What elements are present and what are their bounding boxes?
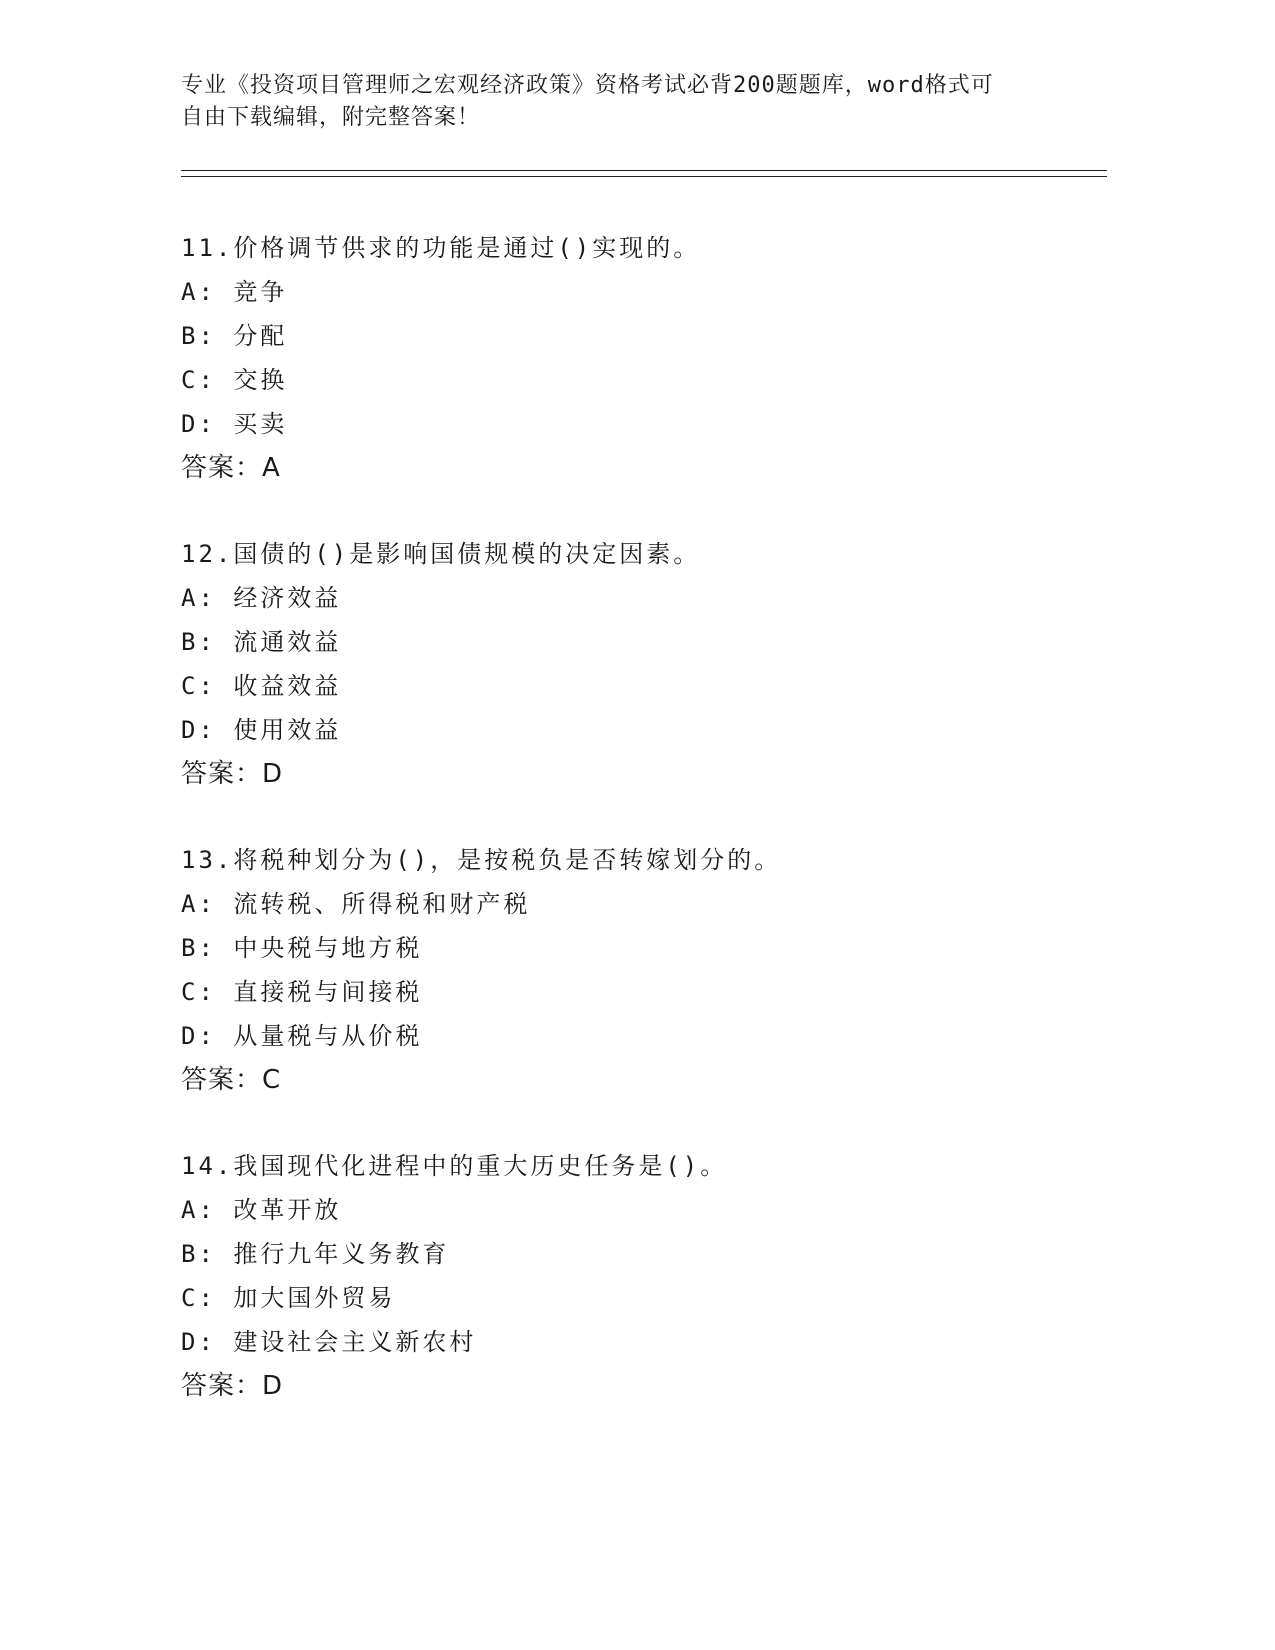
header-divider-bottom	[181, 176, 1107, 177]
option-a: A: 竞争	[181, 278, 288, 306]
question-spacer	[181, 490, 1101, 532]
option-d: D: 从量税与从价税	[181, 1022, 423, 1050]
answer: 答案：D	[181, 759, 284, 789]
answer: 答案：A	[181, 453, 281, 483]
question-spacer	[181, 1102, 1101, 1144]
header-title-line-2: 自由下载编辑，附完整答案！	[181, 105, 481, 130]
option-c: C: 直接税与间接税	[181, 978, 423, 1006]
question-stem: 11.价格调节供求的功能是通过()实现的。	[181, 234, 701, 262]
question-13	[181, 838, 1101, 1144]
option-a: A: 经济效益	[181, 584, 342, 612]
option-d: D: 买卖	[181, 410, 288, 438]
question-stem: 14.我国现代化进程中的重大历史任务是()。	[181, 1152, 728, 1180]
option-c: C: 收益效益	[181, 672, 342, 700]
header-title-line-1: 专业《投资项目管理师之宏观经济政策》资格考试必背200题题库，word格式可	[181, 73, 994, 98]
option-d: D: 建设社会主义新农村	[181, 1328, 477, 1356]
option-b: B: 中央税与地方税	[181, 934, 423, 962]
option-b: B: 流通效益	[181, 628, 342, 656]
header-divider-top	[181, 170, 1107, 171]
option-c: C: 交换	[181, 366, 288, 394]
question-list	[181, 226, 1101, 1408]
answer: 答案：C	[181, 1065, 282, 1095]
question-stem: 13.将税种划分为()，是按税负是否转嫁划分的。	[181, 846, 782, 874]
question-spacer	[181, 796, 1101, 838]
option-a: A: 流转税、所得税和财产税	[181, 890, 531, 918]
question-12	[181, 532, 1101, 838]
question-14	[181, 1144, 1101, 1408]
document-header	[181, 70, 1061, 134]
option-c: C: 加大国外贸易	[181, 1284, 396, 1312]
question-stem: 12.国债的()是影响国债规模的决定因素。	[181, 540, 701, 568]
option-d: D: 使用效益	[181, 716, 342, 744]
option-b: B: 分配	[181, 322, 288, 350]
question-11	[181, 226, 1101, 532]
option-a: A: 改革开放	[181, 1196, 342, 1224]
option-b: B: 推行九年义务教育	[181, 1240, 450, 1268]
answer: 答案：D	[181, 1371, 284, 1401]
